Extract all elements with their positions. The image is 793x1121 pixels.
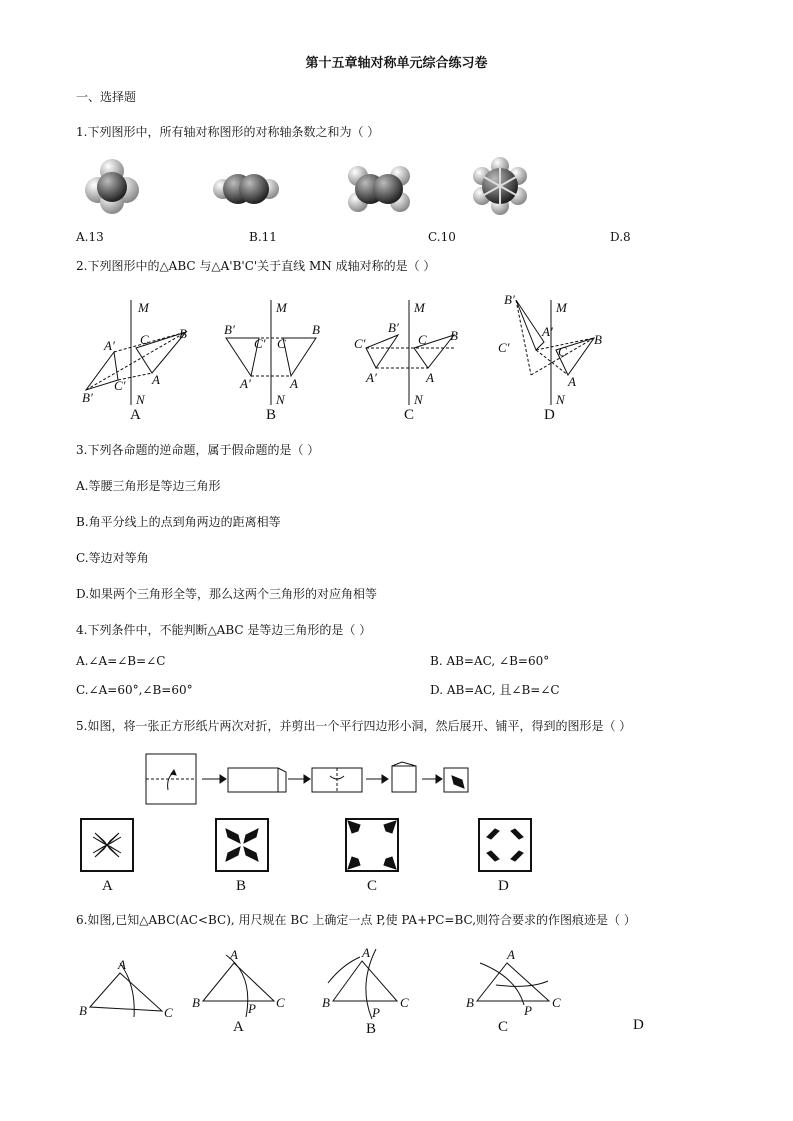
svg-text:N: N — [276, 392, 285, 407]
q4-option-d: D. AB=AC, 且∠B=∠C — [430, 683, 560, 697]
svg-text:A: A — [118, 957, 126, 972]
svg-text:M: M — [556, 300, 567, 315]
q2-caption-a: A — [130, 407, 141, 423]
q3-stem: 3.下列各命题的逆命题，属于假命题的是（ ） — [76, 443, 320, 457]
svg-text:M: M — [414, 300, 425, 315]
svg-text:C: C — [400, 995, 409, 1010]
q2-caption-d: D — [544, 407, 555, 423]
q5-caption-c: C — [367, 878, 378, 894]
q2-stem: 2.下列图形中的△ABC 与△A'B'C'关于直线 MN 成轴对称的是（ ） — [76, 259, 436, 273]
q1-option-b: B.11 — [249, 230, 277, 244]
svg-text:C: C — [277, 336, 286, 351]
q3-option-a: A.等腰三角形是等边三角形 — [76, 479, 221, 493]
q5-figure-c — [346, 819, 398, 871]
svg-text:A: A — [568, 374, 576, 389]
svg-text:C′: C′ — [254, 336, 266, 351]
svg-text:N: N — [556, 392, 565, 407]
svg-text:A: A — [426, 370, 434, 385]
svg-text:A′: A′ — [366, 370, 377, 385]
q5-folding-steps — [140, 750, 480, 808]
q6-stem: 6.如图,已知△ABC(AC<BC), 用尺规在 BC 上确定一点 P,使 PA+PC=BC,则符合要求的作图痕迹是（ ） — [76, 913, 636, 927]
svg-text:B: B — [179, 326, 187, 341]
svg-text:P: P — [372, 1005, 380, 1020]
q1-stem: 1.下列图形中，所有轴对称图形的对称轴条数之和为（ ） — [76, 125, 380, 139]
q6-caption-d: D — [633, 1017, 644, 1033]
svg-text:M: M — [276, 300, 287, 315]
svg-text:M: M — [138, 300, 149, 315]
svg-text:C: C — [552, 995, 561, 1010]
q6-figure-c — [322, 945, 409, 1020]
svg-text:C: C — [276, 995, 285, 1010]
svg-text:P: P — [248, 1001, 256, 1016]
q2-figure-a — [82, 300, 187, 407]
q6-caption-c: C — [498, 1019, 509, 1035]
q3-option-b: B.角平分线上的点到角两边的距离相等 — [76, 515, 281, 529]
page-title: 第十五章轴对称单元综合练习卷 — [305, 56, 488, 71]
q4-option-c: C.∠A=60°,∠B=60° — [76, 683, 193, 697]
q1-option-d: D.8 — [610, 230, 631, 244]
svg-text:C′: C′ — [498, 340, 510, 355]
q5-stem: 5.如图，将一张正方形纸片两次对折，并剪出一个平行四边形小洞，然后展开、铺平，得到的图形是（ ） — [76, 719, 632, 733]
q6-construction-figures — [76, 945, 696, 1025]
molecule-4-icon — [473, 157, 527, 215]
q6-figure-b — [192, 947, 285, 1017]
q5-answer-figures — [76, 815, 546, 875]
q5-figure-b — [216, 819, 268, 871]
q6-figure-d — [466, 947, 561, 1018]
q3-option-c: C.等边对等角 — [76, 551, 149, 565]
svg-text:B′: B′ — [388, 320, 399, 335]
svg-text:C: C — [164, 1005, 173, 1020]
svg-text:B: B — [322, 995, 330, 1010]
molecule-1-icon — [85, 159, 139, 214]
svg-text:N: N — [136, 392, 145, 407]
svg-text:A: A — [507, 947, 515, 962]
q4-option-a: A.∠A=∠B=∠C — [76, 654, 166, 668]
svg-text:C: C — [418, 332, 427, 347]
svg-text:A: A — [362, 945, 370, 960]
svg-text:A: A — [230, 947, 238, 962]
section-heading: 一、选择题 — [76, 90, 137, 104]
q2-caption-c: C — [404, 407, 415, 423]
svg-text:A: A — [290, 376, 298, 391]
svg-text:B′: B′ — [82, 390, 93, 405]
q2-symmetry-figures — [76, 290, 616, 410]
svg-text:C: C — [140, 332, 149, 347]
svg-text:B: B — [79, 1003, 87, 1018]
svg-text:N: N — [414, 392, 423, 407]
q6-caption-b: B — [366, 1021, 377, 1037]
svg-text:C′: C′ — [354, 336, 366, 351]
svg-text:B: B — [192, 995, 200, 1010]
q4-option-b: B. AB=AC, ∠B=60° — [430, 654, 550, 668]
svg-text:A: A — [152, 372, 160, 387]
svg-text:A′: A′ — [240, 376, 251, 391]
svg-text:B: B — [466, 995, 474, 1010]
q2-caption-b: B — [266, 407, 277, 423]
svg-text:B: B — [312, 322, 320, 337]
q2-figure-d — [498, 292, 602, 407]
q4-stem: 4.下列条件中，不能判断△ABC 是等边三角形的是（ ） — [76, 623, 372, 637]
q5-figure-d — [479, 819, 531, 871]
q2-figure-b — [224, 300, 320, 407]
q3-option-d: D.如果两个三角形全等，那么这两个三角形的对应角相等 — [76, 587, 378, 601]
svg-text:A′: A′ — [542, 324, 553, 339]
q2-figure-c — [354, 300, 458, 407]
svg-text:B′: B′ — [504, 292, 515, 307]
q1-molecule-figures — [76, 156, 536, 216]
svg-text:B: B — [594, 332, 602, 347]
q6-caption-a: A — [233, 1019, 244, 1035]
q5-caption-a: A — [102, 878, 113, 894]
molecule-2-icon — [213, 174, 279, 204]
q5-caption-d: D — [498, 878, 509, 894]
svg-text:A′: A′ — [104, 338, 115, 353]
svg-text:C′: C′ — [114, 378, 126, 393]
molecule-3-icon — [348, 166, 410, 212]
svg-text:B: B — [450, 328, 458, 343]
svg-text:B′: B′ — [224, 322, 235, 337]
q1-option-c: C.10 — [428, 230, 456, 244]
svg-text:C: C — [558, 344, 567, 359]
svg-text:P: P — [524, 1003, 532, 1018]
q5-figure-a — [81, 819, 133, 871]
q5-caption-b: B — [236, 878, 247, 894]
q6-figure-a — [79, 957, 173, 1020]
q1-option-a: A.13 — [76, 230, 104, 244]
